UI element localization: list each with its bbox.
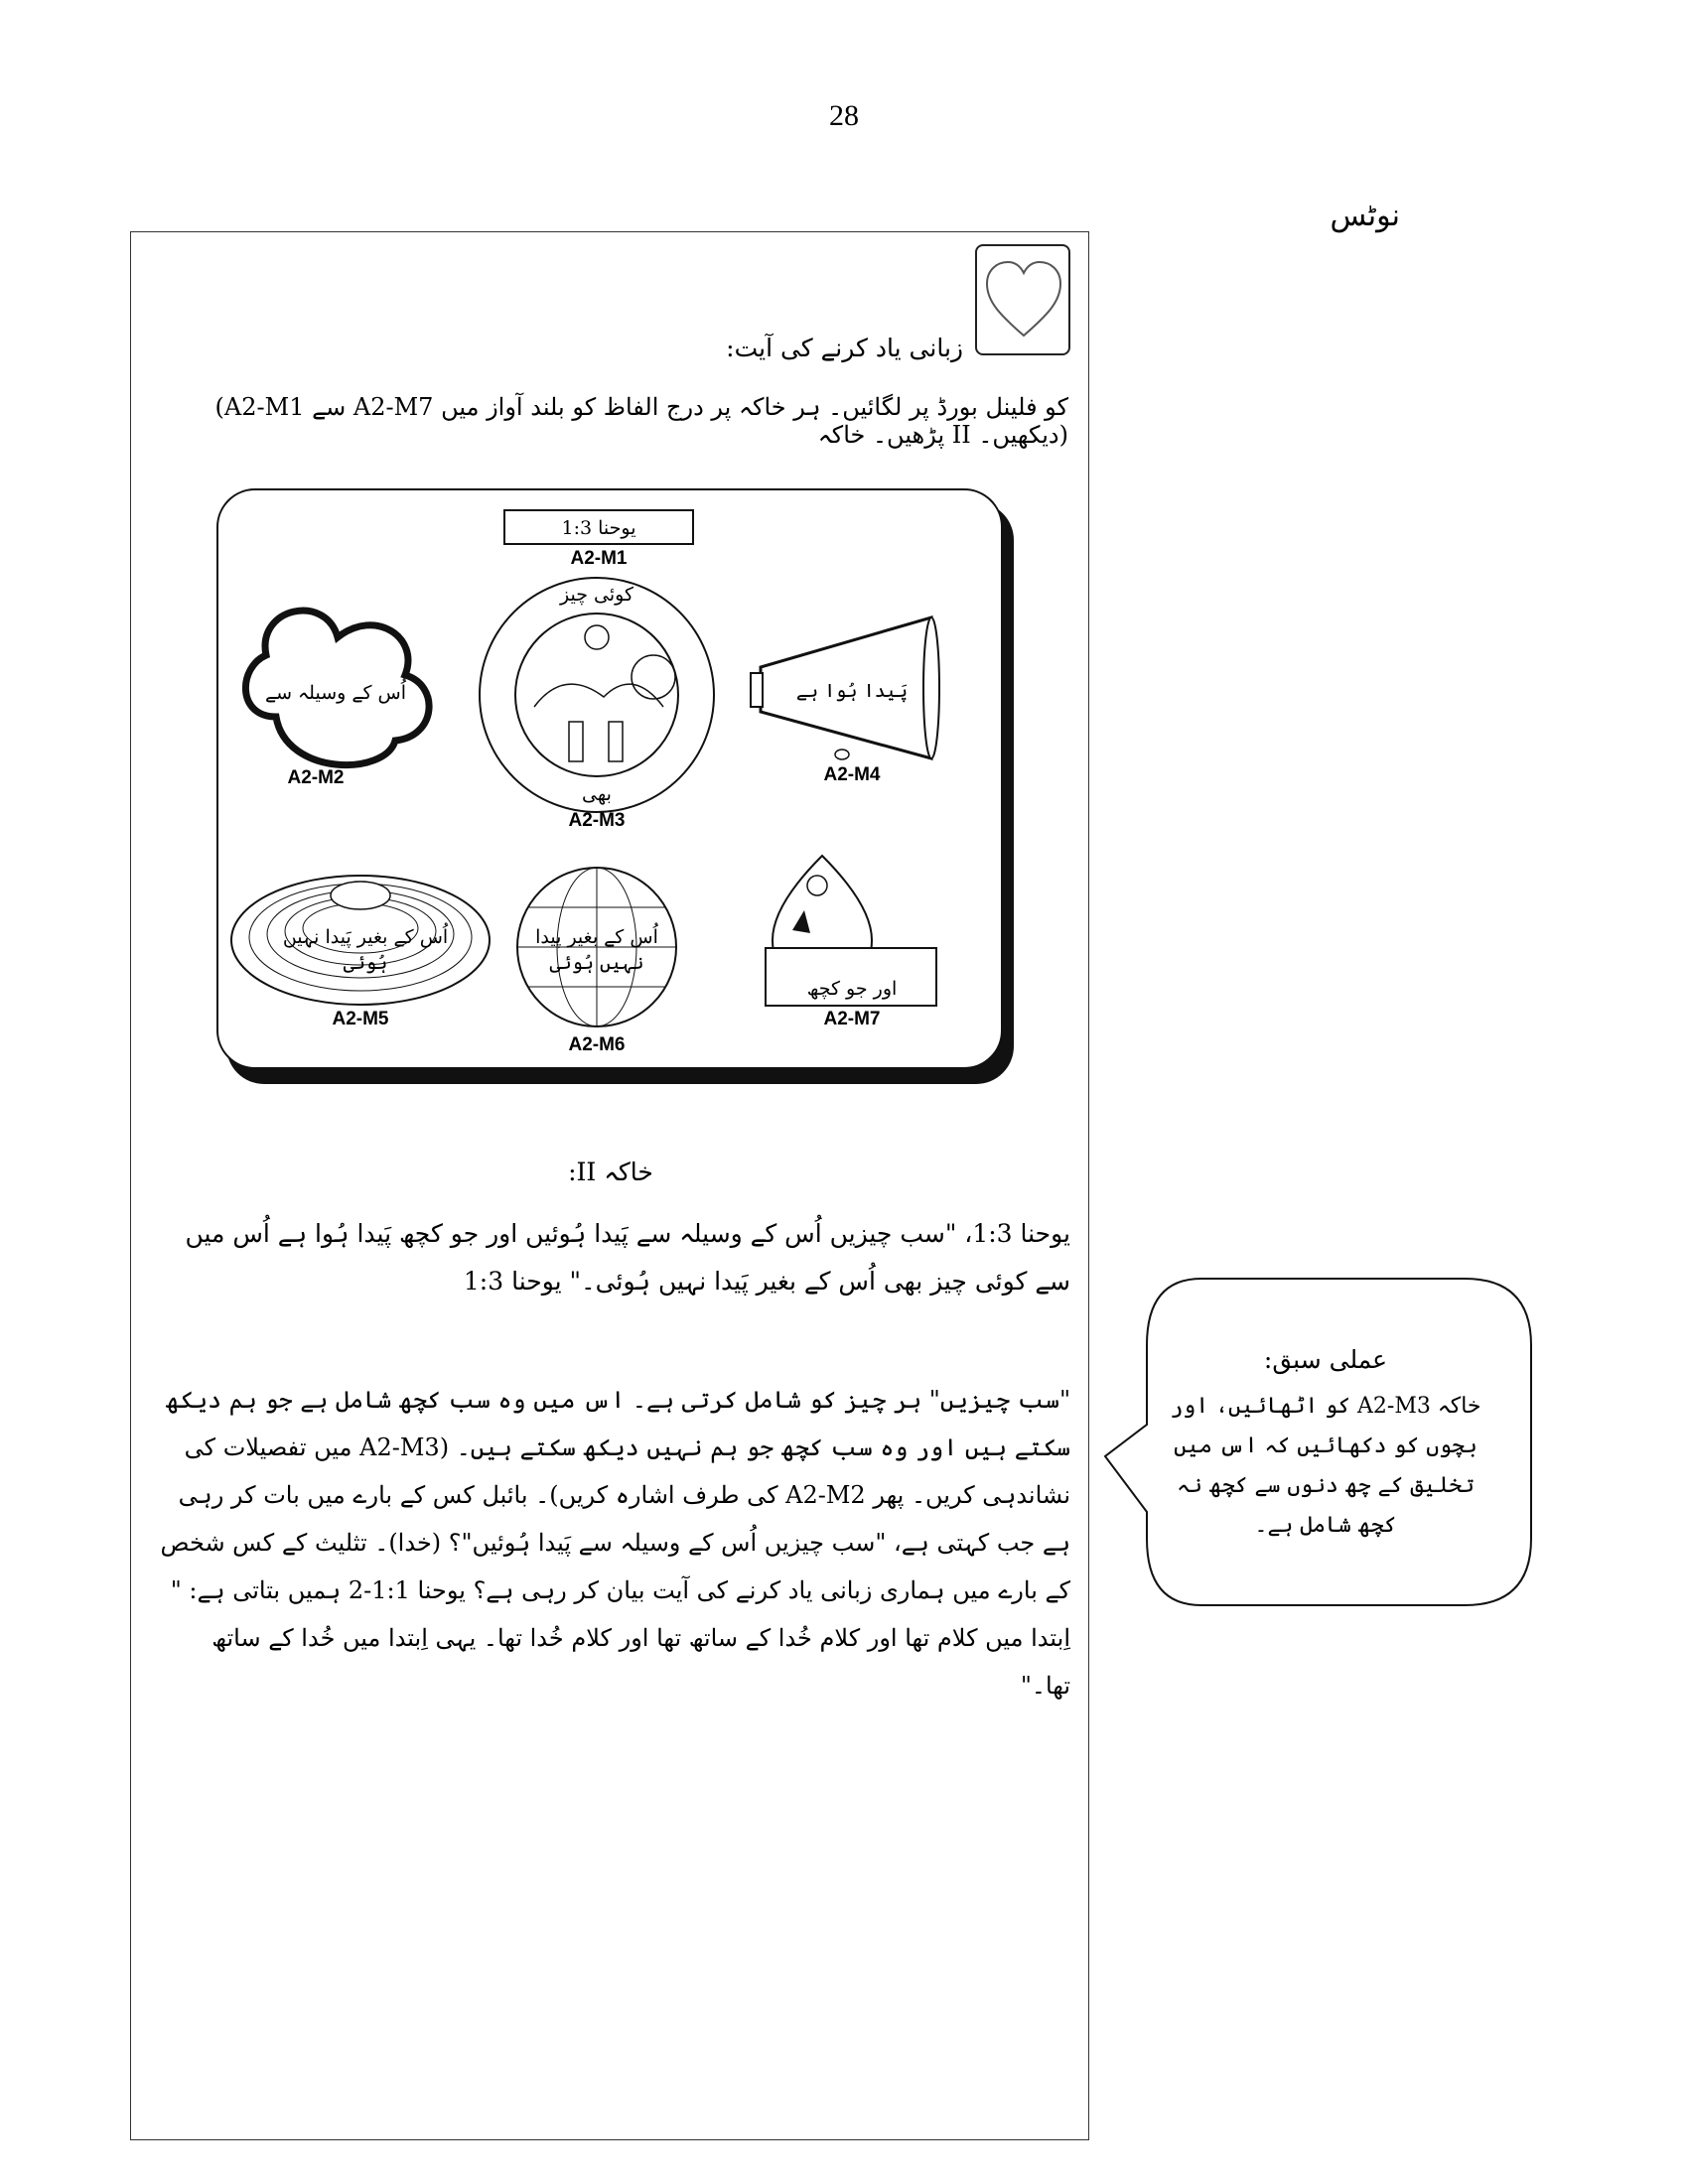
memory-verse-heading: زبانی یاد کرنے کی آیت: <box>726 334 963 362</box>
visual-aids-illustration <box>216 488 1016 1088</box>
heart-icon-box <box>975 244 1070 355</box>
practical-lesson-callout <box>1102 1276 1534 1608</box>
m7-label: A2-M7 <box>823 1009 881 1029</box>
m6-text-line2: نہیں ہُوئی <box>549 952 644 974</box>
m5-text-line2: ہُوئی <box>343 952 388 974</box>
m4-bell <box>923 617 939 758</box>
m3-text-top: کوئی چیز <box>560 584 633 606</box>
m1-label: A2-M1 <box>570 548 628 569</box>
m4-label: A2-M4 <box>823 764 881 785</box>
m5-label: A2-M5 <box>332 1009 389 1029</box>
practical-lesson-text: خاکہ A2-M3 کو اٹھائیں، اور بچوں کو دکھائیں کہ اس میں تخلیق کے چھ دنوں سے کچھ نہ کچھ شامل ہے۔ <box>1170 1394 1481 1538</box>
m7-text: اور جو کچھ <box>806 978 898 1000</box>
notes-label: نوٹس <box>1330 199 1400 233</box>
instruction-text: (A2-M1 سے A2-M7 کو فلینل بورڈ پر لگائیں۔ ہر خاکہ پر درج الفاظ کو بلند آواز میں پڑھیں۔ خاکہ II دیکھیں۔) <box>214 393 1068 449</box>
verse-text: یوحنا 1:3، "سب چیزیں اُس کے وسیلہ سے پَیدا ہُوئیں اور جو کچھ پَیدا ہُوا ہے اُس میں سے کوئی چیز بھی اُس کے بغیر پَیدا نہیں ہُوئی۔" یوحنا 1:3 <box>185 1219 1070 1296</box>
m5-text-line1: اُس کے بغیر پَیدا نہیں <box>282 926 449 948</box>
m4-text: پَیدا ہُوا ہے <box>795 680 909 702</box>
lesson-frame <box>130 231 1089 2140</box>
figure-caption: خاکہ II: <box>568 1158 653 1186</box>
heart-icon <box>981 254 1066 345</box>
m2-label: A2-M2 <box>287 767 345 788</box>
practical-lesson-title: عملی سبق: <box>1263 1345 1388 1374</box>
m2-text: اُس کے وسیلہ سے <box>264 682 407 704</box>
m6-text-line1: اُس کے بغیر پیدا <box>535 926 658 948</box>
figure-panel <box>216 488 1016 1088</box>
m3-text-bottom: بھی <box>582 783 612 805</box>
m1-text: یوحنا 1:3 <box>561 517 636 539</box>
body-paragraph: "سب چیزیں" ہر چیز کو شامل کرتی ہے۔ اس میں وہ سب کچھ شامل ہے جو ہم دیکھ سکتے ہیں اور وہ سب کچھ جو ہم نہیں دیکھ سکتے ہیں۔ (A2-M3 میں تفصیلات کی نشاندہی کریں۔ پھر A2-M2 کی طرف اشارہ کریں)۔ بائبل کس کے بارے میں بات کر رہی ہے جب کہتی ہے، "سب چیزیں اُس کے وسیلہ سے پَیدا ہُوئیں"؟ (خدا)۔ تثلیث کے کس شخص کے بارے میں ہماری زبانی یاد کرنے کی آیت بیان کر رہی ہے؟ یوحنا 1:1-2 ہمیں بتاتی ہے: " اِبتدا میں کلام تھا اور کلام خُدا کے ساتھ تھا اور کلام خُدا تھا۔ یہی اِبتدا میں خُدا کے ساتھ تھا۔" <box>160 1386 1070 1700</box>
page-number: 28 <box>829 99 859 132</box>
m6-label: A2-M6 <box>568 1034 626 1055</box>
m4-mouthpiece <box>751 673 763 707</box>
m3-label: A2-M3 <box>568 810 626 831</box>
